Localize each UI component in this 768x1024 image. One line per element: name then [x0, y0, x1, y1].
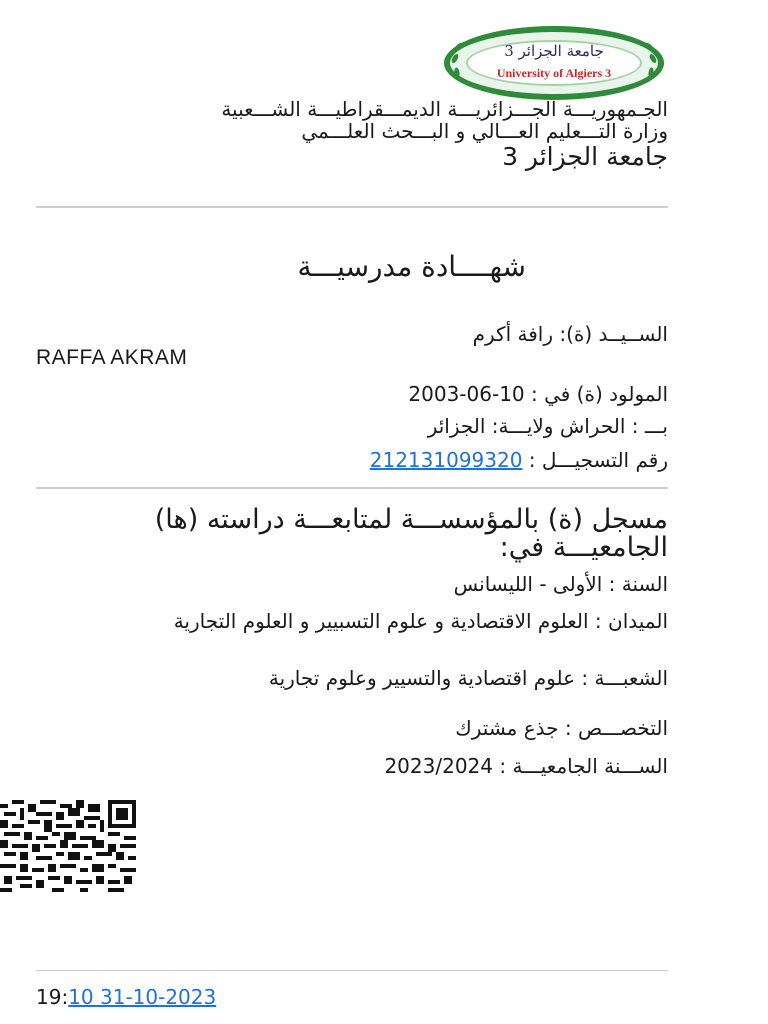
registration-line — [370, 448, 668, 472]
ministry-name: وزارة التـــعليم العـــالي و البـــحث العلـــمي — [301, 119, 668, 143]
study-specialty: التخصـــص : جذع مشترك — [455, 716, 668, 740]
academic-year: الســـنة الجامعيـــة : 2023/2024 — [384, 754, 668, 778]
study-year: السنة : الأولى - الليسانس — [453, 572, 668, 596]
qr-code — [0, 800, 140, 892]
registration-label: رقم التسجيـــل : — [522, 448, 668, 472]
study-field: الميدان : العلوم الاقتصادية و علوم التسبيير و العلوم التجارية — [173, 609, 668, 633]
logo-arabic-text: جامعة الجزائر 3 — [504, 42, 604, 60]
student-name-latin: RAFFA AKRAM — [36, 346, 188, 369]
registration-number-link[interactable]: 212131099320 — [369, 448, 523, 472]
footer-timestamp — [36, 985, 216, 1009]
student-name-arabic: الســيــد (ة): رافة أكرم — [472, 322, 668, 346]
republic-name: الجـمهوريـــة الجـــزائريـــة الديمـــقراطيـــة الشـــعبية — [221, 97, 668, 121]
certificate-title: شهــــادة مدرسيـــة — [297, 250, 526, 283]
study-branch: الشعبـــة : علوم اقتصادية والتسيير وعلوم تجارية — [268, 666, 668, 690]
footer-prefix: 19: — [36, 985, 69, 1009]
footer-date-link[interactable]: 10 31-10-2023 — [68, 985, 217, 1009]
divider-middle — [36, 487, 668, 489]
divider-bottom — [36, 970, 668, 971]
enrollment-heading: مسجل (ة) بالمؤسســـة لمتابعـــة دراسته (ها) الجامعيـــة في: — [154, 504, 668, 563]
university-name: جامعة الجزائر 3 — [502, 142, 668, 171]
document-header — [108, 98, 668, 172]
university-logo — [444, 26, 666, 102]
birth-date: المولود (ة) في : 10-06-2003 — [408, 382, 668, 406]
logo-english-text: University of Algiers 3 — [496, 66, 612, 80]
birth-place: بـــ : الحراش ولايـــة: الجزائر — [427, 414, 668, 438]
divider-top — [36, 206, 668, 208]
